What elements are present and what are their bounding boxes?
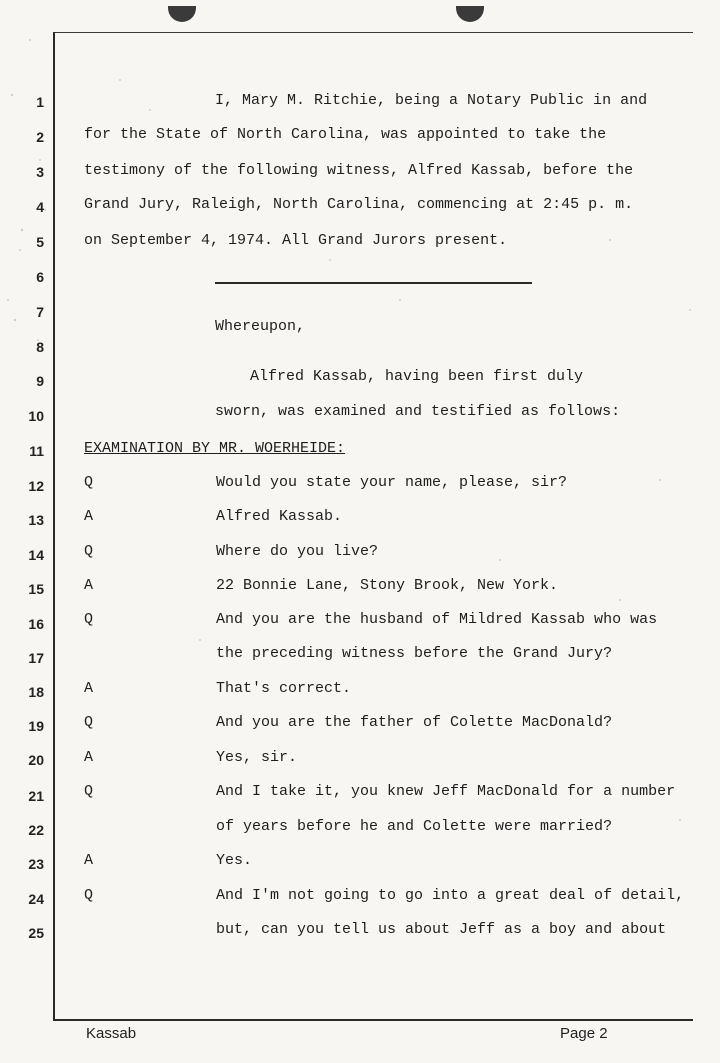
line-number: 2 bbox=[36, 129, 44, 145]
line-number: 1 bbox=[36, 94, 44, 110]
testimony-line: Yes. bbox=[216, 852, 253, 869]
line-number: 11 bbox=[29, 443, 44, 459]
speaker-label: Q bbox=[84, 887, 94, 904]
testimony-line: And I'm not going to go into a great deal of detail, bbox=[216, 887, 685, 904]
line-number: 7 bbox=[36, 304, 44, 320]
line-number: 8 bbox=[36, 339, 44, 355]
speaker-label: Q bbox=[84, 543, 94, 560]
line-number: 10 bbox=[28, 408, 44, 424]
testimony-line: Would you state your name, please, sir? bbox=[216, 474, 568, 491]
speaker-label: Q bbox=[84, 714, 94, 731]
intro-line: on September 4, 1974. All Grand Jurors present. bbox=[84, 232, 508, 249]
intro-line: for the State of North Carolina, was appointed to take the bbox=[84, 126, 607, 143]
intro-line: I, Mary M. Ritchie, being a Notary Public in and bbox=[215, 92, 648, 109]
testimony-line: Where do you live? bbox=[216, 543, 379, 560]
sworn-line: sworn, was examined and testified as follows: bbox=[215, 403, 621, 420]
examination-heading: EXAMINATION BY MR. WOERHEIDE: bbox=[84, 440, 346, 457]
sworn-line: Alfred Kassab, having been first duly bbox=[250, 368, 584, 385]
line-number: 4 bbox=[36, 199, 44, 215]
line-number: 13 bbox=[28, 512, 44, 528]
line-number: 21 bbox=[28, 788, 44, 804]
line-number: 14 bbox=[28, 547, 44, 563]
line-number: 6 bbox=[36, 269, 44, 285]
speaker-label: Q bbox=[84, 611, 94, 628]
line-number: 3 bbox=[36, 164, 44, 180]
margin-line bbox=[53, 32, 55, 1020]
line-number: 24 bbox=[28, 891, 44, 907]
line-number: 19 bbox=[28, 718, 44, 734]
speaker-label: A bbox=[84, 680, 94, 697]
testimony-line: And you are the husband of Mildred Kassab who was bbox=[216, 611, 658, 628]
intro-line: testimony of the following witness, Alfred Kassab, before the bbox=[84, 162, 634, 179]
speaker-label: A bbox=[84, 577, 94, 594]
testimony-line: the preceding witness before the Grand Jury? bbox=[216, 645, 613, 662]
line-number: 22 bbox=[28, 822, 44, 838]
separator-line bbox=[215, 282, 532, 284]
testimony-line: 22 Bonnie Lane, Stony Brook, New York. bbox=[216, 577, 559, 594]
line-number: 15 bbox=[28, 581, 44, 597]
testimony-line: That's correct. bbox=[216, 680, 352, 697]
line-number: 12 bbox=[28, 478, 44, 494]
speaker-label: Q bbox=[84, 783, 94, 800]
speaker-label: A bbox=[84, 508, 94, 525]
line-number: 23 bbox=[28, 856, 44, 872]
testimony-line: And I take it, you knew Jeff MacDonald for a number bbox=[216, 783, 676, 800]
top-border bbox=[53, 32, 693, 33]
line-number: 16 bbox=[28, 616, 44, 632]
intro-line: Grand Jury, Raleigh, North Carolina, commencing at 2:45 p. m. bbox=[84, 196, 634, 213]
speaker-label: A bbox=[84, 852, 94, 869]
testimony-line: of years before he and Colette were married? bbox=[216, 818, 613, 835]
testimony-line: Yes, sir. bbox=[216, 749, 298, 766]
speaker-label: Q bbox=[84, 474, 94, 491]
bottom-border bbox=[53, 1019, 693, 1021]
line-number: 5 bbox=[36, 234, 44, 250]
testimony-line: Alfred Kassab. bbox=[216, 508, 343, 525]
line-number: 20 bbox=[28, 752, 44, 768]
whereupon-text: Whereupon, bbox=[215, 318, 306, 335]
speaker-label: A bbox=[84, 749, 94, 766]
page-number: Page 2 bbox=[560, 1025, 608, 1042]
testimony-line: And you are the father of Colette MacDonald? bbox=[216, 714, 613, 731]
footer-witness: Kassab bbox=[86, 1025, 137, 1042]
testimony-line: but, can you tell us about Jeff as a boy and about bbox=[216, 921, 667, 938]
line-number: 25 bbox=[28, 925, 44, 941]
line-number: 17 bbox=[28, 650, 44, 666]
line-number: 9 bbox=[36, 373, 44, 389]
line-number: 18 bbox=[28, 684, 44, 700]
